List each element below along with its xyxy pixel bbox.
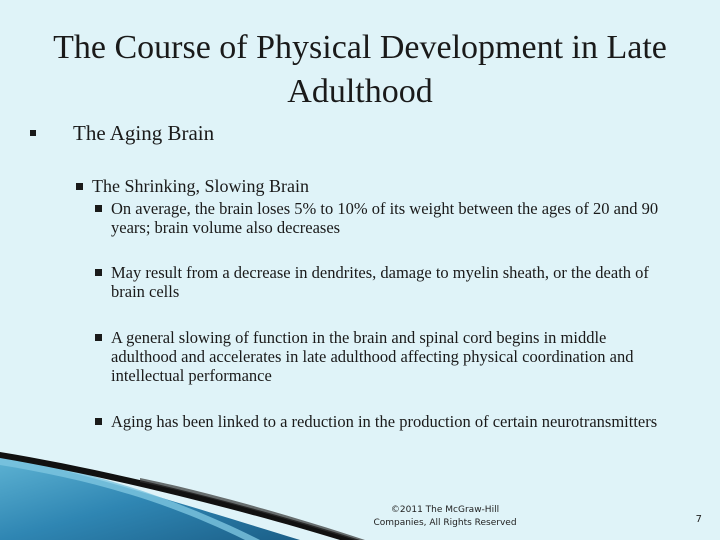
bullet-level3-text: A general slowing of function in the brain and spinal cord begins in middle adulthood and accelerates in late adulthood affecting physical coordination and intellectual performance (111, 328, 634, 385)
copyright-line1: ©2011 The McGraw-Hill (390, 505, 500, 515)
copyright-footer (340, 504, 550, 530)
bullet-level3-item (95, 412, 675, 431)
bullet-level3-item (95, 263, 675, 301)
bullet-level2-text: The Shrinking, Slowing Brain (92, 176, 309, 196)
bullet-level3-item (95, 328, 675, 385)
bullet-level3-item (95, 199, 675, 237)
square-bullet-icon (30, 130, 36, 136)
bullet-level3-text: May result from a decrease in dendrites, damage to myelin sheath, or the death of brain cells (111, 263, 649, 301)
copyright-line2: Companies, All Rights Reserved (373, 518, 517, 528)
bullet-level3-text: On average, the brain loses 5% to 10% of its weight between the ages of 20 and 90 years; brain volume also decreases (111, 199, 659, 237)
square-bullet-icon (95, 418, 102, 425)
page-number: 7 (695, 514, 702, 525)
square-bullet-icon (95, 334, 102, 341)
square-bullet-icon (95, 269, 102, 276)
slide-title: The Course of Physical Development in Late Adulthood (53, 29, 667, 110)
bullet-level2 (76, 175, 309, 197)
bullet-level3-text: Aging has been linked to a reduction in the production of certain neurotransmitters (111, 412, 658, 431)
bullet-level1 (26, 120, 214, 146)
square-bullet-icon (76, 183, 83, 190)
bullet-level1-text: The Aging Brain (73, 121, 215, 145)
square-bullet-icon (95, 205, 102, 212)
